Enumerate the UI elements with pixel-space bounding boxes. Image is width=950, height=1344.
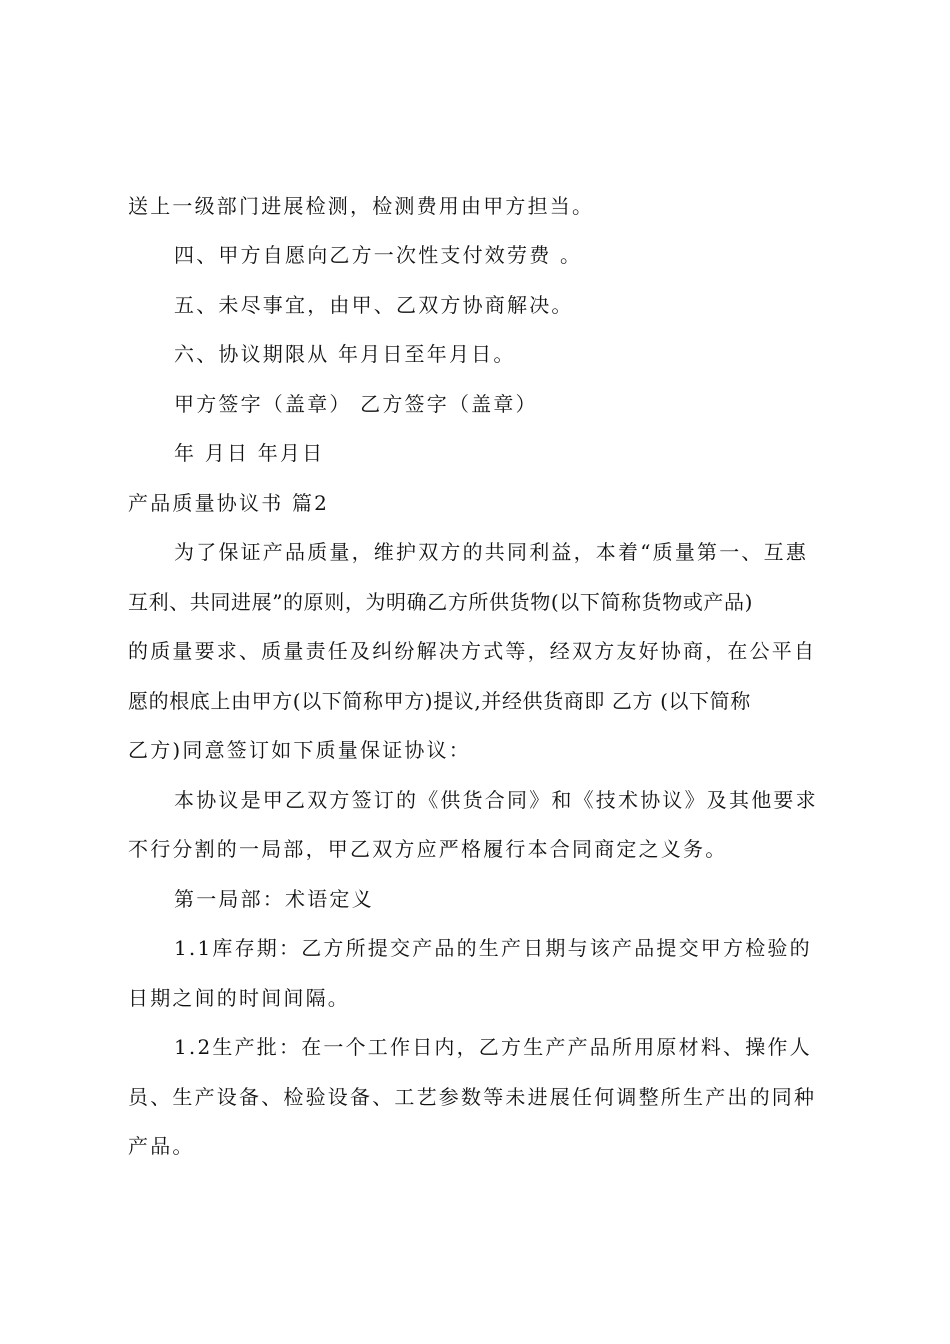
definition-line: 员、生产设备、检验设备、工艺参数等未进展任何调整所生产出的同种 [128, 1085, 817, 1109]
section-title: 产品质量协议书 篇2 [128, 491, 330, 515]
definition-line: 日期之间的时间间隔。 [128, 986, 350, 1010]
paragraph-line: 为了保证产品质量，维护双方的共同利益，本着“质量第一、互惠 [174, 540, 809, 564]
subsection-title: 第一局部：术语定义 [174, 887, 374, 911]
definition-line: 1.2生产批：在一个工作日内，乙方生产产品所用原材料、操作人 [174, 1035, 812, 1059]
definition-line: 产品。 [128, 1134, 195, 1158]
paragraph-line: 互利、共同进展”的原则，为明确乙方所供货物(以下简称货物或产品) [128, 590, 754, 614]
paragraph-line: 愿的根底上由甲方(以下简称甲方)提议,并经供货商即 乙方 (以下简称 [128, 689, 751, 713]
clause-six: 六、协议期限从 年月日至年月日。 [174, 342, 516, 366]
paragraph-line: 本协议是甲乙双方签订的《供货合同》和《技术协议》及其他要求 [174, 788, 818, 812]
paragraph-line: 不行分割的一局部，甲乙双方应严格履行本合同商定之义务。 [128, 837, 728, 861]
definition-line: 1.1库存期：乙方所提交产品的生产日期与该产品提交甲方检验的 [174, 936, 812, 960]
date-line: 年 月日 年月日 [174, 441, 325, 465]
paragraph-line: 送上一级部门进展检测，检测费用由甲方担当。 [128, 194, 595, 218]
paragraph-line: 的质量要求、质量责任及纠纷解决方式等，经双方友好协商，在公平自 [128, 639, 817, 663]
clause-four: 四、甲方自愿向乙方一次性支付效劳费 。 [174, 243, 583, 267]
clause-five: 五、未尽事宜，由甲、乙双方协商解决。 [174, 293, 574, 317]
signature-line: 甲方签字（盖章） 乙方签字（盖章） [174, 392, 538, 416]
paragraph-line: 乙方)同意签订如下质量保证协议： [128, 738, 472, 762]
